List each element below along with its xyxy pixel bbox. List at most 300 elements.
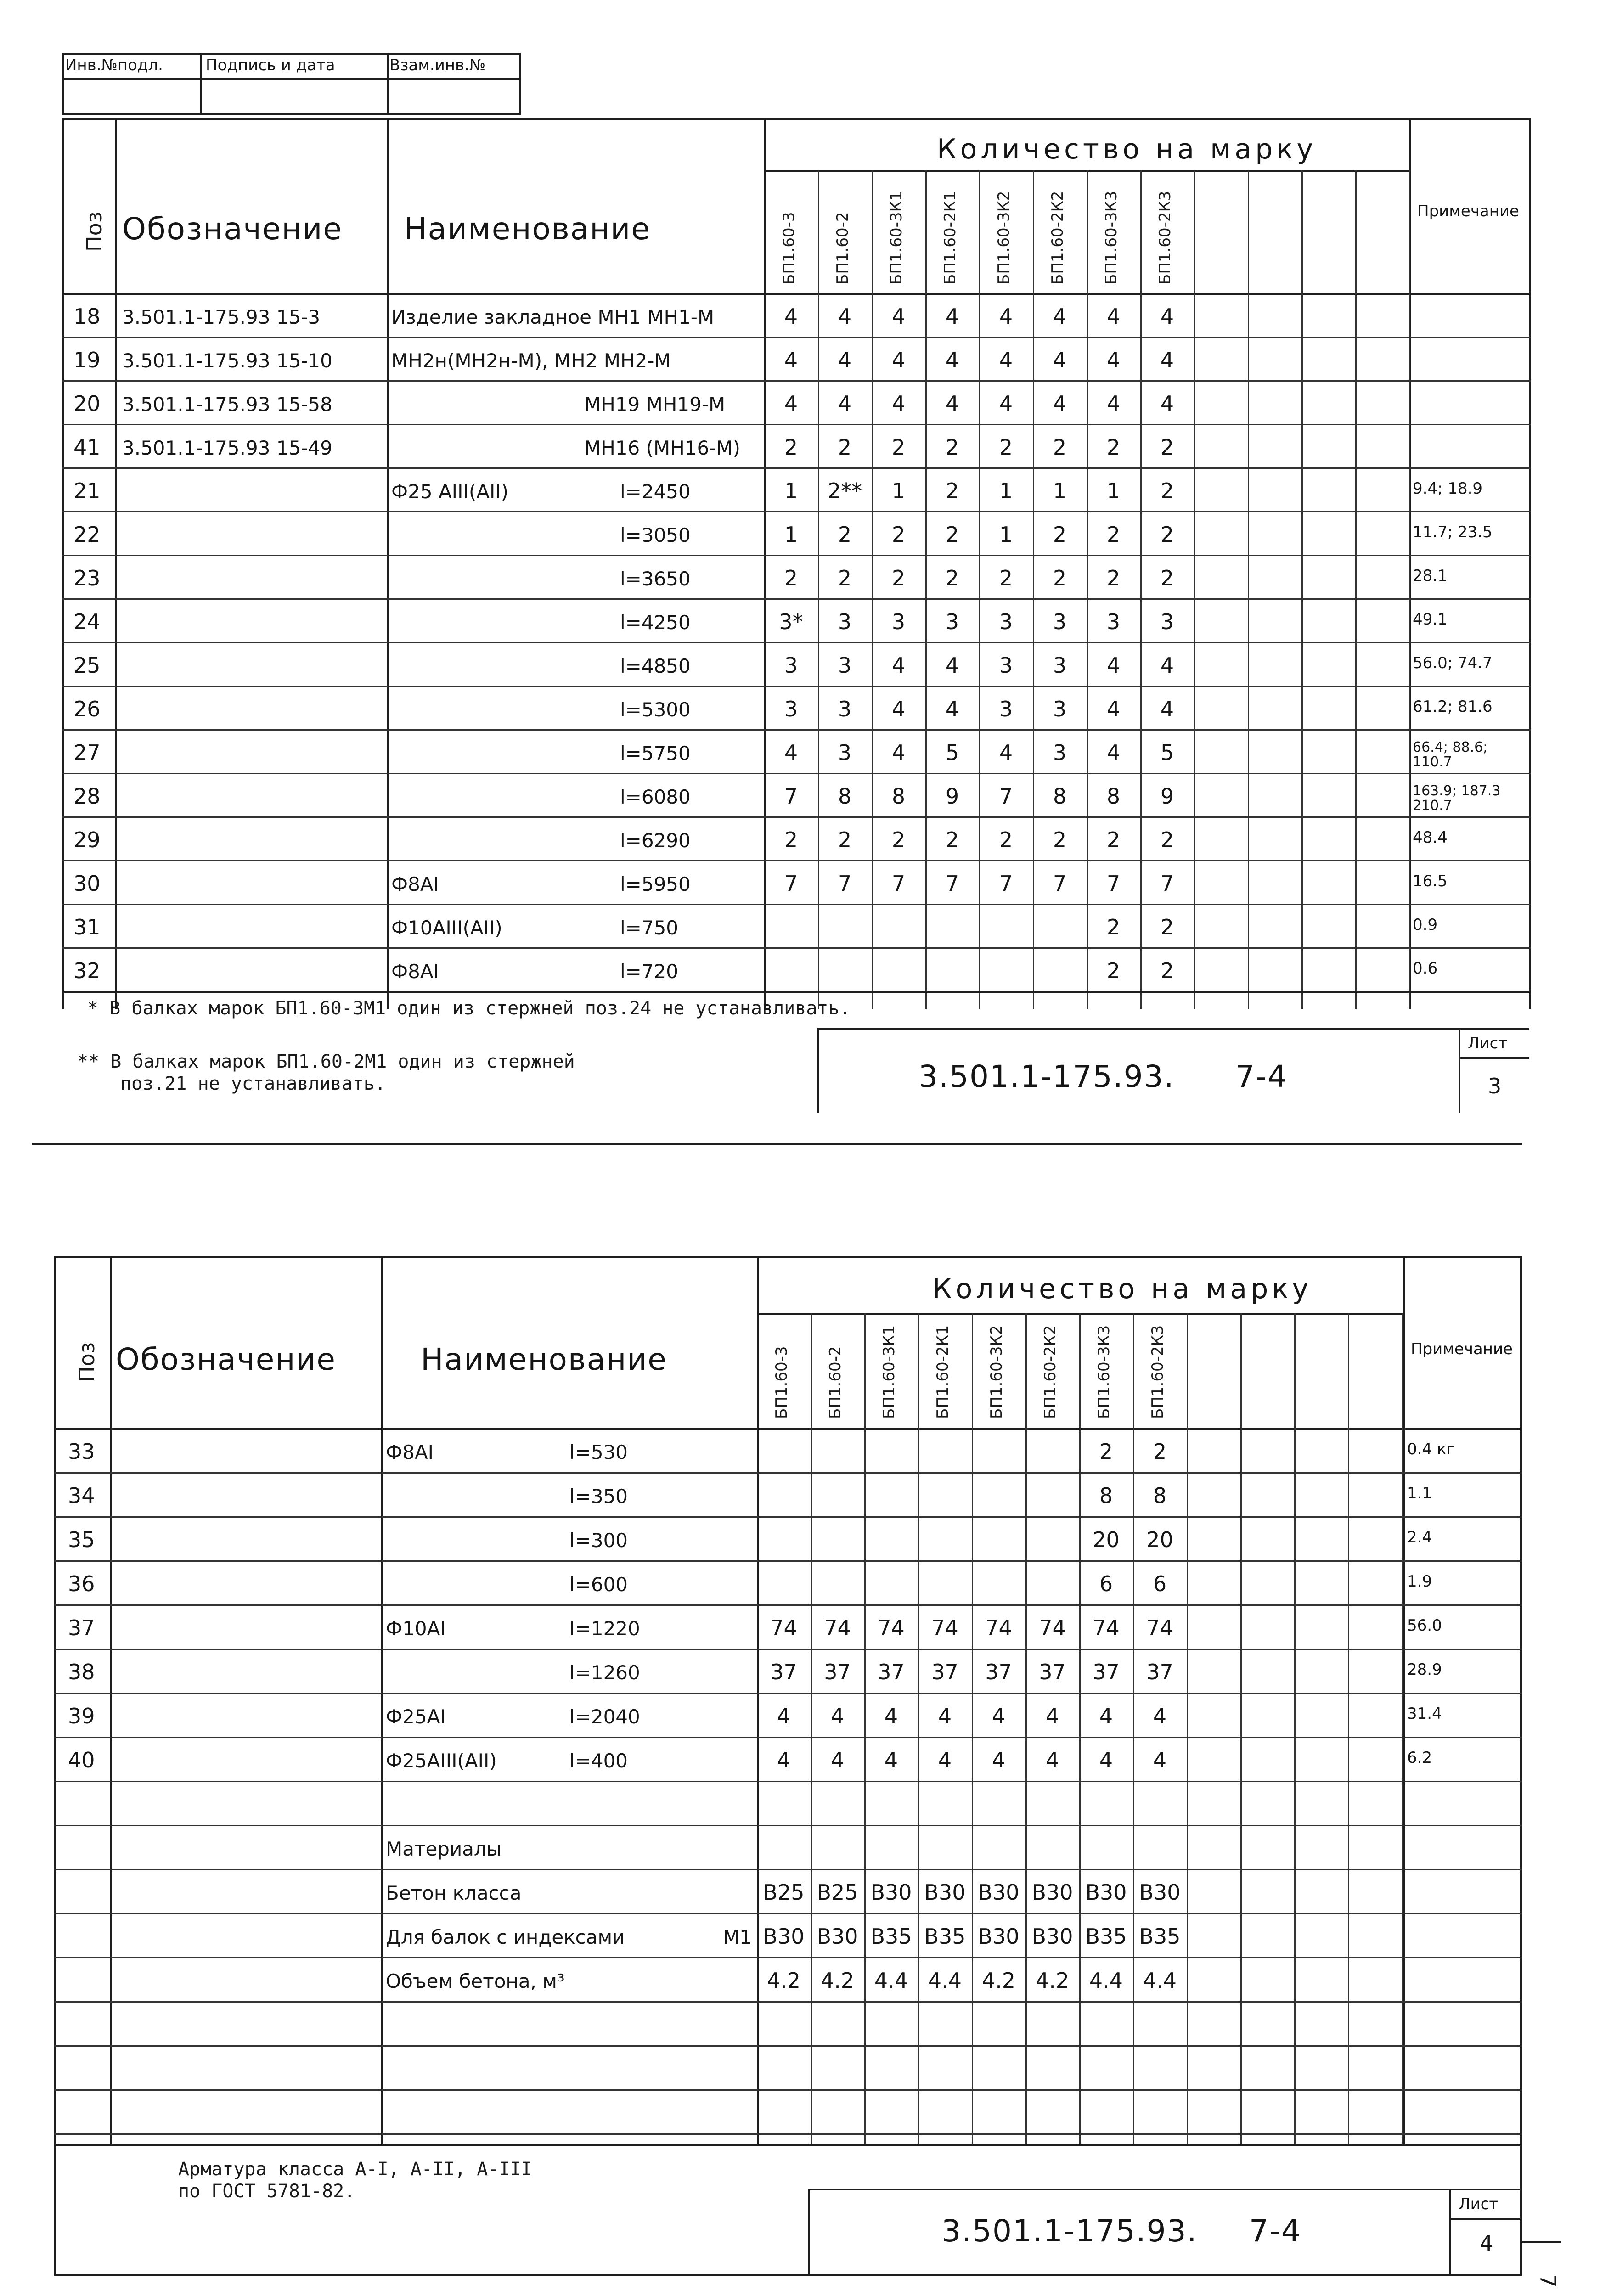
stamp-inv-label: Инв.№подл. — [65, 56, 163, 74]
row-pos: 37 — [68, 1615, 95, 1640]
row-qty: 2 — [999, 827, 1013, 852]
row-note: 9.4; 18.9 — [1413, 479, 1483, 498]
header-note-2: Примечание — [1411, 1340, 1513, 1358]
row-length: l=2450 — [620, 480, 691, 503]
row-qty: 2 — [945, 434, 959, 460]
row-note: 56.0 — [1407, 1616, 1442, 1635]
header-designation: Обозначение — [122, 211, 343, 247]
row-qty: 8 — [1053, 783, 1067, 809]
row-note: 28.1 — [1413, 566, 1448, 585]
row-qty: 2 — [1053, 565, 1067, 591]
row-note: 0.4 кг — [1407, 1440, 1455, 1458]
row-qty: 8 — [1106, 783, 1121, 809]
row-qty: 3 — [1106, 609, 1121, 634]
row-name: Ф25АI — [386, 1705, 446, 1728]
row-qty: 1 — [1106, 478, 1121, 503]
row-note: 2.4 — [1407, 1528, 1432, 1547]
row-qty: 4 — [784, 347, 798, 372]
row-pos: 36 — [68, 1571, 95, 1596]
row-qty: 4 — [999, 304, 1013, 329]
row-qty: 4 — [945, 391, 959, 416]
row-pos: 27 — [73, 740, 101, 765]
row-qty: В30 — [817, 1924, 858, 1949]
mark-label-7: БП1.60-3К3 — [1095, 1325, 1113, 1419]
row-qty: 37 — [770, 1660, 797, 1684]
row-qty: 3 — [1160, 609, 1174, 634]
row-qty: 74 — [985, 1615, 1012, 1640]
row-note: 1.9 — [1407, 1572, 1432, 1591]
row-qty: 4 — [891, 391, 906, 416]
column-divider — [1133, 1313, 1134, 2144]
header-name-2: Наименование — [421, 1342, 667, 1377]
row-qty: 4 — [945, 304, 959, 329]
row-qty: В35 — [924, 1924, 966, 1949]
row-qty: 2 — [1160, 522, 1174, 547]
row-qty: 2 — [891, 565, 906, 591]
row-qty: 4.2 — [981, 1968, 1016, 1993]
row-pos: 40 — [68, 1748, 95, 1773]
mark-label-8: БП1.60-2К3 — [1149, 1325, 1167, 1419]
footnote-rebar-line2: по ГОСТ 5781-82. — [178, 2181, 355, 2202]
row-qty: 37 — [878, 1660, 905, 1684]
row-length: l=5950 — [620, 872, 691, 895]
row-length: l=720 — [620, 960, 679, 983]
row-qty: 20 — [1146, 1527, 1173, 1552]
row-qty: 4 — [1160, 391, 1174, 416]
row-qty: 4.4 — [1143, 1968, 1177, 1993]
row-qty: 2 — [1160, 958, 1174, 983]
row-divider — [62, 947, 1531, 949]
row-note: 1.1 — [1407, 1484, 1432, 1503]
mark-label-5: БП1.60-3К2 — [987, 1325, 1006, 1419]
row-qty: В35 — [1085, 1924, 1127, 1949]
column-divider — [1294, 1313, 1296, 2144]
row-qty: 8 — [891, 783, 906, 809]
row-qty: 2 — [1160, 914, 1174, 940]
row-name: Ф8АI — [391, 960, 439, 983]
row-qty: 4 — [1160, 653, 1174, 678]
row-divider — [54, 1604, 1522, 1606]
row-note: 49.1 — [1413, 610, 1448, 629]
row-qty: 3 — [784, 696, 798, 721]
row-qty: 8 — [838, 783, 852, 809]
row-name: Ф25АIII(АII) — [386, 1750, 497, 1772]
row-qty: 1 — [784, 478, 798, 503]
row-qty: 7 — [1160, 871, 1174, 896]
row-qty: 37 — [985, 1660, 1012, 1684]
row-divider — [62, 555, 1531, 556]
row-qty: 4 — [1160, 347, 1174, 372]
row-qty: 1 — [999, 522, 1013, 547]
row-note: 56.0; 74.7 — [1413, 653, 1493, 672]
row-qty: 4.2 — [1035, 1968, 1070, 1993]
row-qty: 37 — [824, 1660, 851, 1684]
row-qty: В30 — [978, 1924, 1020, 1949]
row-length: l=4850 — [620, 654, 691, 677]
row-length: l=3050 — [620, 523, 691, 546]
sheet-label-1: Лист — [1468, 1034, 1508, 1052]
row-qty: 4 — [1106, 347, 1121, 372]
row-pos: 31 — [73, 914, 101, 940]
row-qty: 3 — [1053, 653, 1067, 678]
row-name: Ф10АIII(АII) — [391, 916, 502, 939]
row-pos: 30 — [73, 871, 101, 896]
row-qty: 37 — [931, 1660, 958, 1684]
row-qty: 3 — [999, 653, 1013, 678]
row-qty: 74 — [878, 1615, 905, 1640]
row-qty: 4 — [992, 1704, 1006, 1728]
column-divider — [1240, 1313, 1242, 2144]
row-name: МН19 МН19-М — [584, 393, 726, 416]
row-divider — [62, 729, 1531, 731]
row-note: 16.5 — [1413, 872, 1448, 890]
row-qty: 74 — [931, 1615, 958, 1640]
row-pos: 32 — [73, 958, 101, 983]
row-qty: 2 — [1106, 522, 1121, 547]
sheet-label-2: Лист — [1459, 2195, 1499, 2213]
row-qty: 2 — [945, 478, 959, 503]
row-pos: 23 — [73, 565, 101, 591]
row-qty: 3 — [891, 609, 906, 634]
mark-label-6: БП1.60-2К2 — [1041, 1325, 1059, 1419]
row-qty: 37 — [1039, 1660, 1066, 1684]
row-length: l=300 — [569, 1529, 628, 1552]
row-divider — [62, 424, 1531, 425]
row-qty: 4.2 — [766, 1968, 801, 1993]
row-qty: 4 — [1099, 1748, 1113, 1773]
row-name: Изделие закладное МН1 МН1-М — [391, 305, 715, 328]
row-qty: 2 — [891, 827, 906, 852]
header-qty-2: Количество на марку — [932, 1273, 1313, 1305]
row-qty: 4 — [938, 1704, 952, 1728]
row-pos: 38 — [68, 1660, 95, 1684]
row-qty: 4 — [891, 740, 906, 765]
row-pos: 28 — [73, 783, 101, 809]
row-qty: 4 — [1160, 696, 1174, 721]
row-designation: 3.501.1-175.93 15-49 — [122, 436, 332, 459]
doc-suffix-1: 7-4 — [1235, 1059, 1288, 1094]
row-pos: 19 — [73, 347, 101, 372]
row-qty: 4 — [945, 696, 959, 721]
row-divider — [62, 337, 1531, 338]
row-length: l=400 — [569, 1750, 628, 1772]
row-qty: 4 — [999, 347, 1013, 372]
row-qty: 4 — [891, 347, 906, 372]
row-qty: 4 — [1106, 391, 1121, 416]
mark-label-3: БП1.60-3К1 — [880, 1325, 898, 1419]
row-length: l=6290 — [620, 829, 691, 852]
row-qty: 74 — [1039, 1615, 1066, 1640]
row-qty: 4 — [938, 1748, 952, 1773]
mark-label-6: БП1.60-2К2 — [1048, 191, 1067, 285]
row-qty: 4 — [1099, 1704, 1113, 1728]
row-qty: 7 — [784, 871, 798, 896]
row-qty: 7 — [999, 871, 1013, 896]
mark-label-3: БП1.60-3К1 — [887, 191, 906, 285]
row-qty: 3 — [838, 696, 852, 721]
stamp-replace-label: Взам.инв.№ — [389, 56, 486, 74]
row-qty: 3 — [838, 740, 852, 765]
row-divider — [54, 1516, 1522, 1518]
row-qty: 1 — [1053, 478, 1067, 503]
header-pos: Поз — [82, 211, 107, 252]
row-length: l=1220 — [569, 1617, 640, 1640]
mark-label-7: БП1.60-3К3 — [1102, 191, 1121, 285]
row-qty: 3 — [838, 653, 852, 678]
row-qty: 2 — [1106, 958, 1121, 983]
row-note: 61.2; 81.6 — [1413, 697, 1493, 716]
row-qty: 4 — [945, 653, 959, 678]
row-qty: 9 — [1160, 783, 1174, 809]
row-divider — [54, 1649, 1522, 1650]
row-qty: 1 — [999, 478, 1013, 503]
row-qty: В35 — [870, 1924, 912, 1949]
doc-suffix-2: 7-4 — [1249, 2213, 1301, 2249]
row-qty: В30 — [978, 1880, 1020, 1905]
row-qty: 4 — [891, 696, 906, 721]
row-pos: 25 — [73, 653, 101, 678]
row-qty: 2 — [784, 434, 798, 460]
row-qty: 3 — [999, 609, 1013, 634]
row-qty: 4 — [1106, 653, 1121, 678]
row-qty: 2 — [1106, 565, 1121, 591]
row-qty: 4 — [1106, 740, 1121, 765]
row-qty: 7 — [945, 871, 959, 896]
row-designation: 3.501.1-175.93 15-3 — [122, 305, 321, 328]
row-qty: 4 — [1106, 304, 1121, 329]
row-qty: 4 — [830, 1748, 845, 1773]
column-divider — [1079, 1313, 1081, 2144]
row-pos: 26 — [73, 696, 101, 721]
row-divider — [62, 598, 1531, 600]
row-qty: 2 — [1053, 434, 1067, 460]
row-qty: 4 — [999, 740, 1013, 765]
row-note: 163.9; 187.3 210.7 — [1413, 782, 1501, 814]
row-qty: 4 — [838, 347, 852, 372]
mark-label-8: БП1.60-2К3 — [1156, 191, 1174, 285]
row-qty: 4 — [777, 1704, 791, 1728]
row-divider — [54, 1957, 1522, 1958]
row-divider — [62, 686, 1531, 687]
row-qty: 4 — [777, 1748, 791, 1773]
header-designation-2: Обозначение — [116, 1342, 336, 1377]
row-qty: В30 — [763, 1924, 805, 1949]
row-qty: 4 — [999, 391, 1013, 416]
column-divider — [1402, 1313, 1403, 2144]
stamp-sign-label: Подпись и дата — [206, 56, 335, 74]
footnote-1: * В балках марок БП1.60-3М1 один из стержней поз.24 не устанавливать. — [87, 998, 851, 1019]
header-name: Наименование — [404, 211, 651, 247]
column-divider — [972, 1313, 973, 2144]
row-qty: 2 — [838, 434, 852, 460]
row-designation: 3.501.1-175.93 15-10 — [122, 349, 332, 372]
row-qty: 20 — [1093, 1527, 1120, 1552]
row-qty: 2 — [1053, 827, 1067, 852]
row-qty: 2 — [1160, 434, 1174, 460]
row-qty: 4.2 — [820, 1968, 855, 1993]
row-length: l=530 — [569, 1441, 628, 1463]
row-qty: 4 — [1053, 391, 1067, 416]
row-qty: 74 — [1093, 1615, 1120, 1640]
row-length: l=2040 — [569, 1705, 640, 1728]
row-qty: 4 — [992, 1748, 1006, 1773]
row-qty: В25 — [817, 1880, 858, 1905]
column-divider — [1409, 170, 1410, 1009]
row-divider — [54, 1693, 1522, 1694]
footnote-2-line2: поз.21 не устанавливать. — [120, 1073, 386, 1094]
row-pos: 33 — [68, 1439, 95, 1464]
row-qty: 4 — [1153, 1704, 1167, 1728]
row-divider — [62, 467, 1531, 469]
row-qty: В30 — [1031, 1880, 1073, 1905]
row-qty: В30 — [924, 1880, 966, 1905]
column-divider — [811, 1313, 812, 2144]
row-qty: 4 — [1045, 1704, 1059, 1728]
row-qty: 2 — [999, 565, 1013, 591]
row-name: Материалы — [386, 1838, 501, 1860]
row-qty: 4 — [884, 1704, 898, 1728]
row-length: l=3650 — [620, 567, 691, 590]
row-qty: 2 — [945, 522, 959, 547]
mark-label-1: БП1.60-3 — [780, 212, 798, 285]
column-divider — [1348, 1313, 1349, 2144]
row-divider — [62, 380, 1531, 382]
row-qty: В35 — [1139, 1924, 1181, 1949]
row-qty: 2 — [945, 827, 959, 852]
row-qty: 4 — [838, 391, 852, 416]
mark-label-2: БП1.60-2 — [834, 212, 852, 285]
row-qty: 2 — [784, 565, 798, 591]
row-qty: 4 — [784, 304, 798, 329]
row-qty: 5 — [945, 740, 959, 765]
doc-code-1: 3.501.1-175.93. — [918, 1059, 1175, 1094]
row-qty: 4 — [784, 740, 798, 765]
row-qty: 4 — [1160, 304, 1174, 329]
row-qty: 6 — [1099, 1571, 1113, 1596]
row-suffix: М1 — [723, 1926, 752, 1948]
sheet-no-2: 4 — [1480, 2231, 1493, 2256]
row-name: МН16 (МН16-М) — [584, 436, 741, 459]
column-divider — [1194, 170, 1195, 1009]
row-note: 0.9 — [1413, 915, 1438, 934]
doc-code-2: 3.501.1-175.93. — [941, 2213, 1198, 2249]
row-name: Ф8АI — [386, 1441, 434, 1463]
row-designation: 3.501.1-175.93 15-58 — [122, 393, 332, 416]
row-length: l=600 — [569, 1573, 628, 1596]
row-qty: 2 — [891, 522, 906, 547]
row-qty: 4.4 — [928, 1968, 962, 1993]
row-qty: 1 — [784, 522, 798, 547]
row-qty: 3 — [1053, 696, 1067, 721]
mark-label-1: БП1.60-3 — [772, 1346, 791, 1419]
column-divider — [1301, 170, 1303, 1009]
row-qty: В30 — [1085, 1880, 1127, 1905]
row-qty: 2 — [945, 565, 959, 591]
row-qty: 4 — [945, 347, 959, 372]
row-qty: 3 — [784, 653, 798, 678]
row-qty: 4 — [891, 653, 906, 678]
footnote-2-line1: ** В балках марок БП1.60-2М1 один из стержней — [77, 1051, 575, 1072]
column-divider — [864, 1313, 866, 2144]
row-qty: 3 — [945, 609, 959, 634]
row-divider — [62, 904, 1531, 905]
row-qty: 9 — [945, 783, 959, 809]
row-qty: В30 — [1031, 1924, 1073, 1949]
row-length: l=6080 — [620, 785, 691, 808]
row-qty: 4 — [1045, 1748, 1059, 1773]
row-name: Ф8АI — [391, 872, 439, 895]
row-divider — [62, 816, 1531, 818]
row-name: Ф25 АIII(АII) — [391, 480, 509, 503]
row-qty: 37 — [1093, 1660, 1120, 1684]
row-length: l=5750 — [620, 742, 691, 765]
row-length: l=750 — [620, 916, 679, 939]
row-qty: 2 — [1160, 565, 1174, 591]
row-qty: 2 — [838, 827, 852, 852]
row-note: 48.4 — [1413, 828, 1448, 847]
header-qty: Количество на марку — [937, 133, 1317, 165]
row-qty: 3 — [999, 696, 1013, 721]
row-name: Бетон класса — [386, 1882, 522, 1904]
row-qty: 2 — [1053, 522, 1067, 547]
row-qty: 2 — [838, 522, 852, 547]
row-qty: 8 — [1099, 1483, 1113, 1508]
column-divider — [1355, 170, 1357, 1009]
row-pos: 35 — [68, 1527, 95, 1552]
row-divider — [62, 642, 1531, 643]
header-note: Примечание — [1417, 202, 1519, 220]
row-qty: 2** — [827, 478, 862, 503]
row-qty: 8 — [1153, 1483, 1167, 1508]
row-qty: 4 — [1153, 1748, 1167, 1773]
row-divider — [54, 1737, 1522, 1738]
row-divider — [54, 1472, 1522, 1474]
row-qty: 4.4 — [1089, 1968, 1123, 1993]
row-qty: 7 — [999, 783, 1013, 809]
row-note: 28.9 — [1407, 1660, 1442, 1679]
row-qty: 2 — [891, 434, 906, 460]
row-qty: 2 — [1099, 1439, 1113, 1464]
row-qty: 2 — [1106, 914, 1121, 940]
row-pos: 18 — [73, 304, 101, 329]
row-qty: 2 — [1160, 478, 1174, 503]
sheet-no-1: 3 — [1488, 1074, 1502, 1098]
row-divider — [54, 1913, 1522, 1914]
row-pos: 29 — [73, 827, 101, 852]
column-divider — [1248, 170, 1249, 1009]
row-qty: 74 — [1146, 1615, 1173, 1640]
footnote-rebar-line1: Арматура класса А-I, А-II, А-III — [178, 2159, 532, 2180]
row-qty: 4 — [830, 1704, 845, 1728]
row-qty: 4 — [884, 1748, 898, 1773]
row-length: l=5300 — [620, 698, 691, 721]
row-qty: 4.4 — [874, 1968, 908, 1993]
row-note: 66.4; 88.6; 110.7 — [1413, 739, 1488, 770]
row-divider — [62, 511, 1531, 512]
row-qty: 4 — [784, 391, 798, 416]
row-divider — [54, 2001, 1522, 2003]
row-pos: 21 — [73, 478, 101, 503]
row-qty: 3 — [1053, 609, 1067, 634]
row-qty: 2 — [1160, 827, 1174, 852]
column-divider — [1025, 1313, 1027, 2144]
row-qty: В30 — [870, 1880, 912, 1905]
row-qty: 7 — [1053, 871, 1067, 896]
row-pos: 20 — [73, 391, 101, 416]
row-name: МН2н(МН2н-М), МН2 МН2-М — [391, 349, 671, 372]
row-qty: 1 — [891, 478, 906, 503]
row-qty: 3 — [838, 609, 852, 634]
